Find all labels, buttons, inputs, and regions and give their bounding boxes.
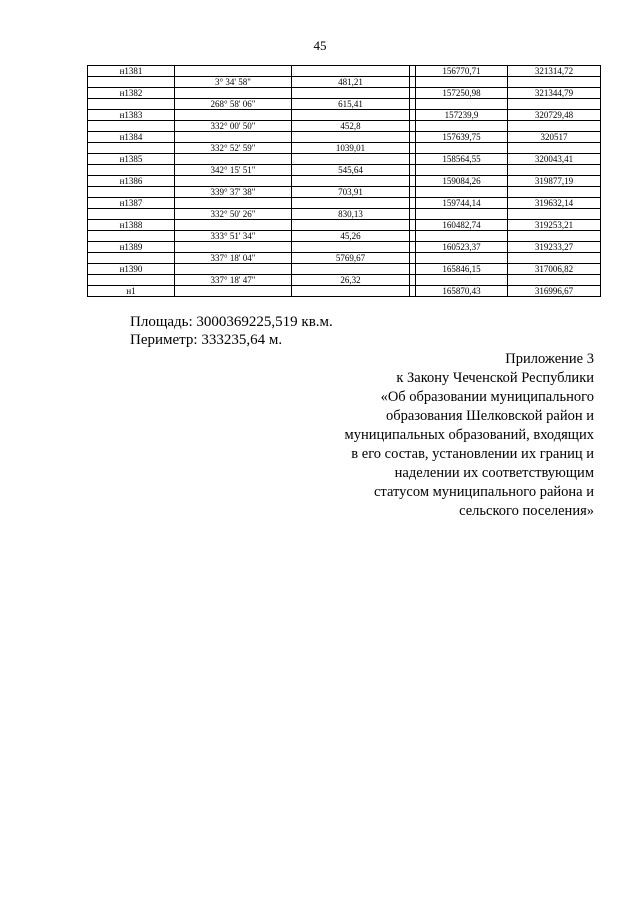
table-cell: 545,64 (292, 165, 410, 176)
table-cell: 319632,14 (508, 198, 601, 209)
table-cell (508, 209, 601, 220)
table-cell (175, 242, 292, 253)
table-cell (175, 154, 292, 165)
table-cell: 26,32 (292, 275, 410, 286)
table-cell (88, 187, 175, 198)
table-cell: 321314,72 (508, 66, 601, 77)
table-cell: н1387 (88, 198, 175, 209)
table-cell (508, 143, 601, 154)
table-row (88, 77, 601, 88)
table-cell (292, 66, 410, 77)
table-cell: 321344,79 (508, 88, 601, 99)
table-cell: 45,26 (292, 231, 410, 242)
table-cell: 703,91 (292, 187, 410, 198)
table-cell: 332° 50' 26" (175, 209, 292, 220)
table-cell: 157239,9 (416, 110, 508, 121)
table-cell: н1384 (88, 132, 175, 143)
table-cell (175, 110, 292, 121)
table-cell (416, 121, 508, 132)
area-text: Площадь: 3000369225,519 кв.м. (130, 314, 333, 330)
table-cell (508, 165, 601, 176)
table-cell (292, 220, 410, 231)
table-cell: 481,21 (292, 77, 410, 88)
table-cell: 165846,15 (416, 264, 508, 275)
table-row (88, 275, 601, 286)
table-cell (175, 88, 292, 99)
table-cell (175, 176, 292, 187)
table-cell: 332° 00' 50" (175, 121, 292, 132)
table-cell: н1382 (88, 88, 175, 99)
table-cell: 342° 15' 51" (175, 165, 292, 176)
table-cell: 320729,48 (508, 110, 601, 121)
table-cell: 615,41 (292, 99, 410, 110)
table-cell (88, 121, 175, 132)
table-row (88, 66, 601, 77)
table-cell (175, 286, 292, 297)
table-cell: 337° 18' 47" (175, 275, 292, 286)
table-row (88, 110, 601, 121)
table-cell: н1386 (88, 176, 175, 187)
table-cell: 160523,37 (416, 242, 508, 253)
table-cell (508, 77, 601, 88)
table-cell (508, 99, 601, 110)
table-cell (508, 253, 601, 264)
table-row (88, 176, 601, 187)
table-cell: 1039,01 (292, 143, 410, 154)
table-row (88, 286, 601, 297)
table-cell (88, 209, 175, 220)
table-cell: 333° 51' 34" (175, 231, 292, 242)
appendix-line: «Об образовании муниципального (380, 389, 594, 405)
table-cell: н1 (88, 286, 175, 297)
table-row (88, 242, 601, 253)
table-cell: 316996,67 (508, 286, 601, 297)
table-cell (175, 264, 292, 275)
table-cell: 339° 37' 38" (175, 187, 292, 198)
table-cell (416, 187, 508, 198)
perimeter-text: Периметр: 333235,64 м. (130, 332, 283, 348)
table-cell (416, 165, 508, 176)
table-cell (292, 154, 410, 165)
table-cell (292, 198, 410, 209)
table-cell: 268° 58' 06" (175, 99, 292, 110)
table-cell (416, 275, 508, 286)
table-cell: н1388 (88, 220, 175, 231)
table-cell: 319877,19 (508, 176, 601, 187)
table-cell: 3° 34' 58" (175, 77, 292, 88)
table-cell (175, 66, 292, 77)
table-cell (416, 143, 508, 154)
table-row (88, 231, 601, 242)
table-cell: 452,8 (292, 121, 410, 132)
totals-block (130, 313, 333, 349)
table-row (88, 154, 601, 165)
table-cell (88, 275, 175, 286)
table-cell (88, 99, 175, 110)
table-cell (88, 143, 175, 154)
table-cell (292, 286, 410, 297)
table-cell (292, 132, 410, 143)
appendix-line: муниципальных образований, входящих (344, 427, 594, 443)
table-row (88, 132, 601, 143)
table-cell: 830,13 (292, 209, 410, 220)
table-cell (416, 77, 508, 88)
table-row (88, 121, 601, 132)
table-row (88, 143, 601, 154)
table-cell (292, 110, 410, 121)
table-cell: н1383 (88, 110, 175, 121)
appendix-heading (300, 350, 594, 521)
table-cell: 165870,43 (416, 286, 508, 297)
appendix-line: наделении их соответствующим (394, 465, 594, 481)
appendix-line: Приложение 3 (505, 351, 594, 367)
table-cell (292, 242, 410, 253)
table-cell (175, 132, 292, 143)
table-cell: 320517 (508, 132, 601, 143)
table-cell (175, 198, 292, 209)
appendix-line: сельского поселения» (459, 503, 594, 519)
table-cell: 332° 52' 59" (175, 143, 292, 154)
table-cell: 157250,98 (416, 88, 508, 99)
table-cell: 159084,26 (416, 176, 508, 187)
table-cell (508, 231, 601, 242)
coordinates-table (87, 65, 601, 297)
table-cell (292, 88, 410, 99)
table-cell: 156770,71 (416, 66, 508, 77)
table-cell: 319233,27 (508, 242, 601, 253)
table-row (88, 253, 601, 264)
table-cell (416, 253, 508, 264)
table-cell (175, 220, 292, 231)
table-cell (88, 77, 175, 88)
table-cell: 319253,21 (508, 220, 601, 231)
appendix-line: к Закону Чеченской Республики (396, 370, 594, 386)
table-row (88, 198, 601, 209)
table-cell: 157639,75 (416, 132, 508, 143)
appendix-line: образования Шелковской район и (386, 408, 594, 424)
table-cell (292, 176, 410, 187)
table-cell: н1390 (88, 264, 175, 275)
table-row (88, 220, 601, 231)
table-cell (508, 121, 601, 132)
table-cell: 337° 18' 04" (175, 253, 292, 264)
table-cell (508, 187, 601, 198)
table-cell: 160482,74 (416, 220, 508, 231)
appendix-line: статусом муниципального района и (374, 484, 594, 500)
table-cell (416, 209, 508, 220)
table-cell: 5769,67 (292, 253, 410, 264)
table-cell (88, 253, 175, 264)
coordinates-table-body (88, 66, 601, 297)
table-row (88, 209, 601, 220)
table-row (88, 264, 601, 275)
table-cell: 317006,82 (508, 264, 601, 275)
table-row (88, 165, 601, 176)
appendix-line: в его состав, установлении их границ и (351, 446, 594, 462)
table-row (88, 187, 601, 198)
table-cell: 320043,41 (508, 154, 601, 165)
table-cell: н1381 (88, 66, 175, 77)
table-cell (416, 231, 508, 242)
table-cell: н1389 (88, 242, 175, 253)
table-cell (88, 165, 175, 176)
table-cell (416, 99, 508, 110)
table-row (88, 99, 601, 110)
table-cell: 159744,14 (416, 198, 508, 209)
table-cell (292, 264, 410, 275)
table-cell (508, 275, 601, 286)
table-cell (88, 231, 175, 242)
table-cell: 158564,55 (416, 154, 508, 165)
table-cell: н1385 (88, 154, 175, 165)
table-row (88, 88, 601, 99)
page-number: 45 (313, 38, 327, 53)
